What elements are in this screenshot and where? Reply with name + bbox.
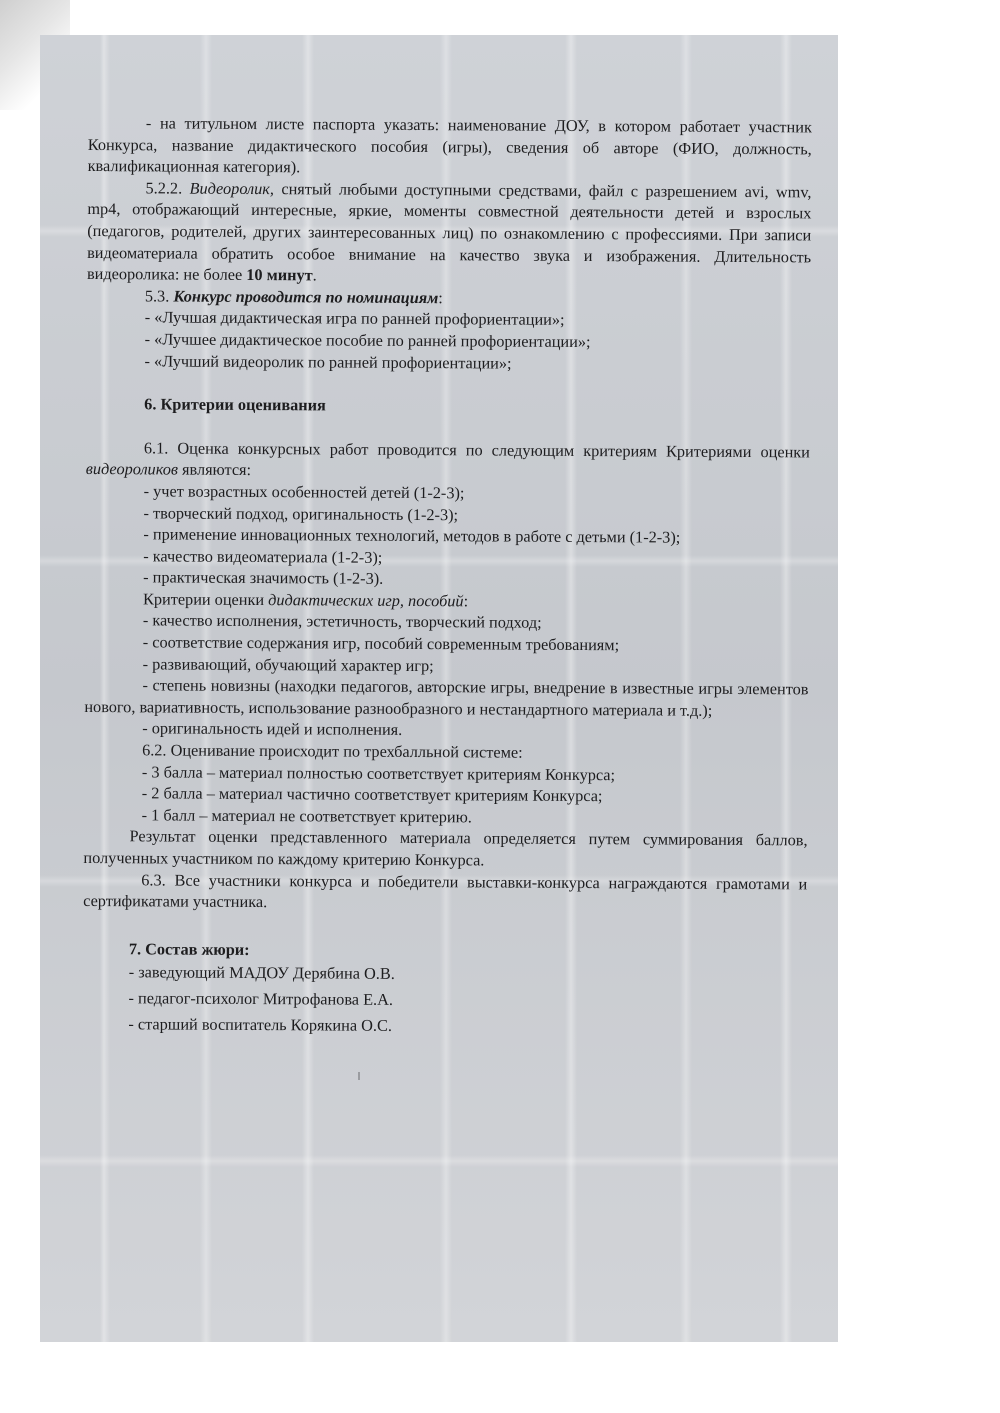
criteria-intro-paragraph: 6.1. Оценка конкурсных работ проводится по следующим критериям Критериями оценки видеороликов являются: [85,438,810,480]
games-criterion: - соответствие содержания игр, пособий современным требованиям; [142,632,620,655]
nomination-item: - «Лучшая дидактическая игра по ранней профориентации»; [144,307,565,330]
scoring-system: 6.2. Оценивание происходит по трехбалльной системе: [142,740,523,762]
nominations-heading: 5.3. Конкурс проводится по номинациям: [144,286,443,307]
games-criterion: - развивающий, обучающий характер игр; [142,654,434,675]
originality-criterion: - оригинальность идей и исполнения. [142,718,403,740]
jury-member: - педагог-психолог Митрофанова Е.А. [128,988,394,1010]
video-criterion: - применение инновационных технологий, методов в работе с детьми (1-2-3); [143,524,681,547]
video-term: Видеоролик, [189,178,275,198]
video-description: снятый любыми доступными средствами, файл с разрешением avi, wmv, mp4, отображающий интересные, яркие, моменты совместной деятельности детей и взрослых (педагогов, родителей, других заинтересованных лиц) по ознакомлению с профессиями. При записи видеоматериала обратить особое внимание на качество звука и изображения. Длительность видеоролика: не более [86,178,812,285]
video-criterion: - учет возрастных особенностей детей (1-2-3); [143,481,465,503]
video-requirements-paragraph: 5.2.2. Видеоролик, снятый любыми доступными средствами, файл с разрешением avi, wmv, mp4, отображающий интересные, яркие, моменты совместной деятельности детей и взрослых (педагогов, родителей, других заинтересованных лиц) по ознакомлению с профессиями. При записи видеоматериала обратить особое внимание на качество звука и изображения. Длительность видеоролика: не более 10 минут. [86,178,812,285]
video-criterion: - практическая значимость (1-2-3). [143,567,384,589]
scan-speck [358,1072,360,1080]
passport-title-paragraph: - на титульном листе паспорта указать: наименование ДОУ, в котором работает участник Конкурса, название дидактического пособия (игры), сведения об авторе (ФИО, должность, квалификационная категория). [87,113,812,177]
video-duration: 10 минут [246,265,313,285]
novelty-criterion: - степень новизны (находки педагогов, авторские игры, внедрение в известные игры элементов нового, вариативность, использование разнообразного и нестандартного материала и т.д.); [84,675,809,720]
video-criterion: - творческий подход, оригинальность (1-2-3); [143,502,459,524]
games-criteria-intro: Критерии оценки дидактических игр, пособий: [142,589,469,611]
score-item: - 3 балла – материал полностью соответствует критериям Конкурса; [141,761,616,784]
video-criterion: - качество видеоматериала (1-2-3); [143,546,383,567]
awards-paragraph: 6.3. Все участники конкурса и победители выставки-конкурса награждаются грамотами и сертификатами участника. [83,869,808,912]
section-6-heading: 6. Критерии оценивания [144,394,326,415]
result-paragraph: Результат оценки представленного материала определяется путем суммирования баллов, полученных участником по каждому критерию Конкурса. [83,826,808,870]
nomination-item: - «Лучший видеоролик по ранней профориентации»; [144,350,512,373]
score-item: - 1 балл – материал не соответствует критерию. [141,805,472,827]
score-item: - 2 балла – материал частично соответствует критериям Конкурса; [141,783,603,806]
jury-member: - старший воспитатель Корякина О.С. [128,1014,392,1036]
games-criterion: - качество исполнения, эстетичность, творческий подход; [142,610,542,633]
document-body [82,112,812,1042]
jury-member: - заведующий МАДОУ Дерябина О.В. [128,962,395,984]
nomination-item: - «Лучшее дидактическое пособие по ранней профориентации»; [144,329,591,352]
section-7-heading: 7. Состав жюри: [128,939,250,959]
section-number: 5.2.2. [145,178,190,198]
